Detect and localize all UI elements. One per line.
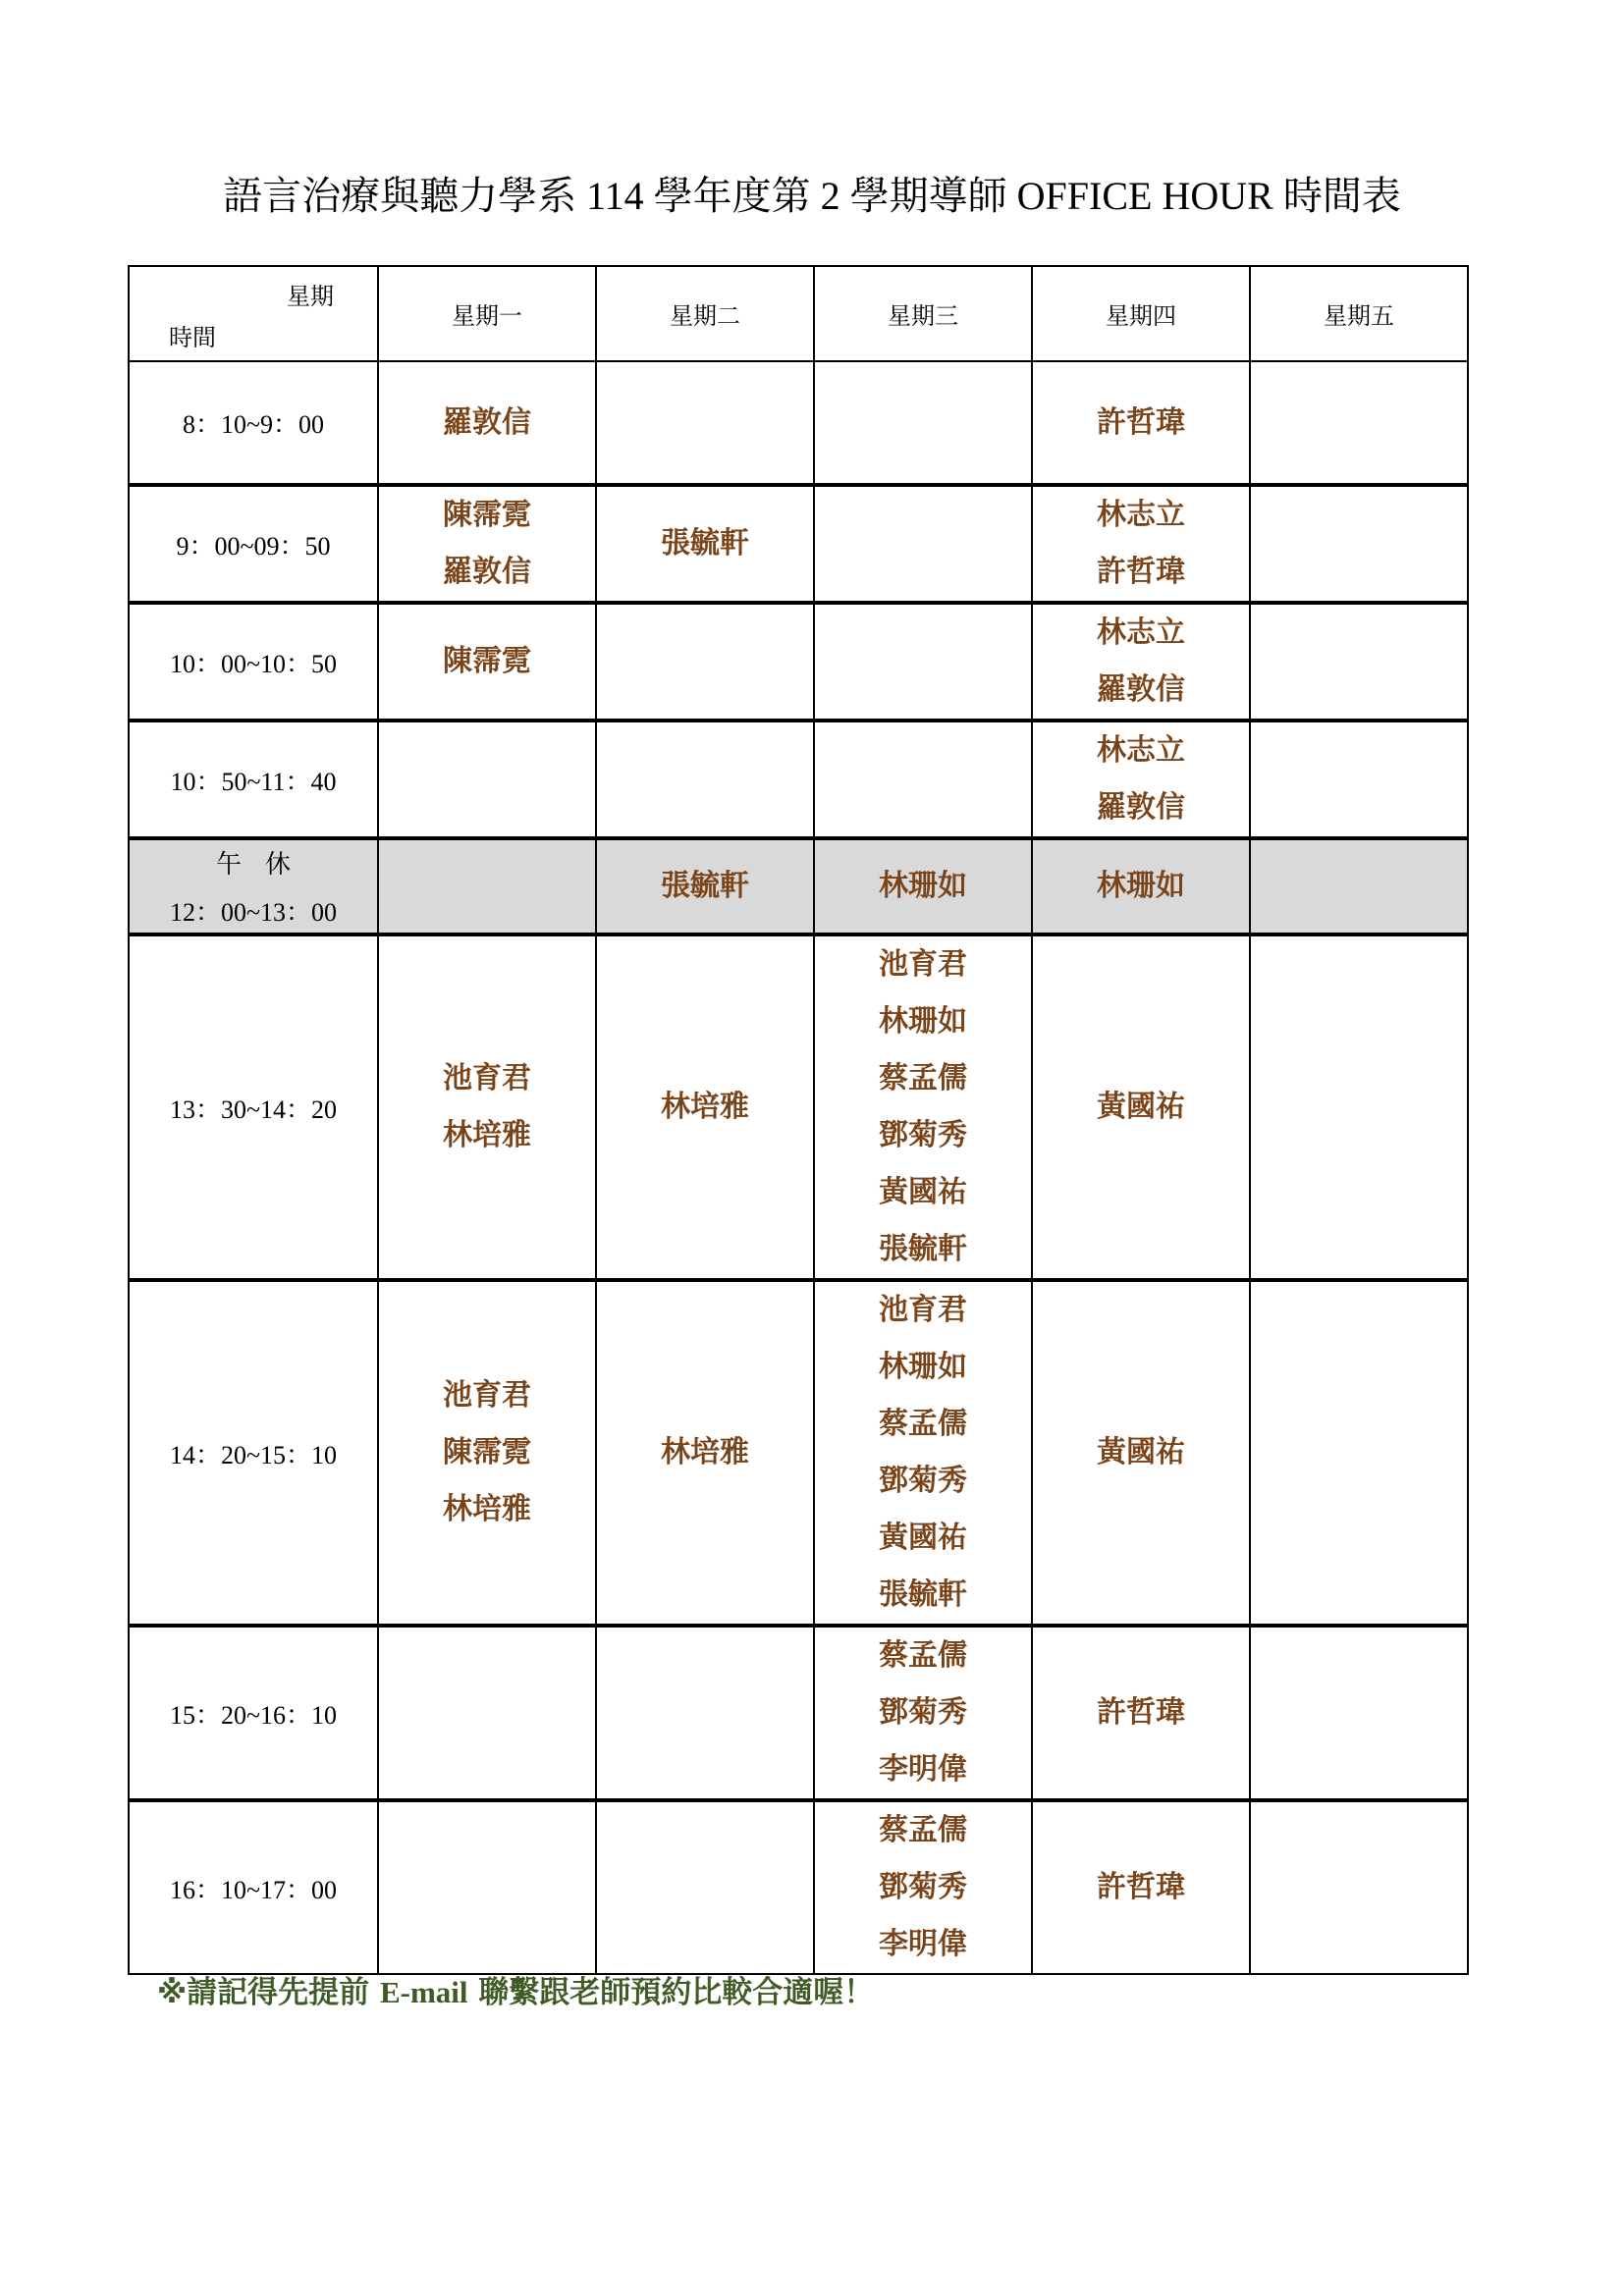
advisor-name: 鄧菊秀	[879, 1870, 967, 1904]
page-title: 語言治療與聽力學系 114 學年度第 2 學期導師 OFFICE HOUR 時間表	[223, 174, 1401, 218]
cell-tue	[596, 934, 814, 1280]
cell-mon	[378, 603, 596, 721]
advisor-name: 羅敦信	[443, 404, 531, 440]
time-slot-cell	[129, 603, 378, 721]
corner-time-label: 時間	[169, 324, 216, 351]
advisor-name: 張毓軒	[879, 1232, 967, 1266]
cell-fri	[1250, 485, 1468, 603]
time-range: 15：20~16：10	[169, 1700, 338, 1730]
note-suffix: 聯繫跟老師預約比較合適喔！	[467, 1975, 875, 2010]
advisor-name: 蔡孟儒	[879, 1638, 967, 1673]
day-header-mon: 星期一	[378, 266, 596, 361]
cell-tue	[596, 1800, 814, 1974]
time-range: 10：50~11：40	[170, 767, 337, 796]
cell-fri	[1250, 1626, 1468, 1800]
cell-tue	[596, 1280, 814, 1626]
advisor-name: 張毓軒	[661, 869, 749, 903]
day-header-wed: 星期三	[814, 266, 1032, 361]
time-slot-cell	[129, 721, 378, 838]
advisor-name: 陳霈霓	[443, 1435, 531, 1469]
cell-fri	[1250, 721, 1468, 838]
cell-fri	[1250, 1280, 1468, 1626]
advisor-name: 張毓軒	[879, 1577, 967, 1612]
cell-wed	[814, 1280, 1032, 1626]
advisor-name: 鄧菊秀	[879, 1464, 967, 1498]
advisor-name: 許哲瑋	[1097, 1695, 1185, 1730]
cell-wed	[814, 1800, 1032, 1974]
advisor-name: 蔡孟儒	[879, 1407, 967, 1441]
note-email: E-mail	[379, 1975, 468, 2009]
time-range: 16：10~17：00	[169, 1875, 338, 1904]
advisor-name: 林志立	[1097, 498, 1185, 532]
cell-fri	[1250, 361, 1468, 485]
advisor-name: 張毓軒	[661, 526, 749, 561]
cell-wed	[814, 838, 1032, 934]
advisor-name: 黃國祐	[1097, 1435, 1185, 1469]
advisor-name: 林培雅	[443, 1118, 531, 1152]
time-slot-cell	[129, 1280, 378, 1626]
cell-thu	[1032, 361, 1250, 485]
time-slot-row	[129, 934, 1468, 1280]
cell-tue	[596, 603, 814, 721]
cell-tue	[596, 1626, 814, 1800]
cell-mon	[378, 1280, 596, 1626]
advisor-name: 林志立	[1097, 733, 1185, 768]
advisor-name: 林培雅	[443, 1492, 531, 1526]
time-range: 12：00~13：00	[169, 898, 338, 927]
advisor-name: 鄧菊秀	[879, 1695, 967, 1730]
cell-thu	[1032, 1800, 1250, 1974]
office-hour-table	[128, 265, 1469, 1975]
time-slot-cell	[129, 1800, 378, 1974]
advisor-name: 池育君	[443, 1061, 531, 1095]
time-range: 8：10~9：00	[182, 410, 325, 439]
time-slot-cell	[129, 485, 378, 603]
cell-mon	[378, 361, 596, 485]
cell-mon	[378, 1800, 596, 1974]
cell-thu	[1032, 1280, 1250, 1626]
corner-header	[129, 266, 378, 361]
advisor-name: 許哲瑋	[1097, 555, 1185, 589]
cell-wed	[814, 361, 1032, 485]
cell-tue	[596, 361, 814, 485]
time-slot-row	[129, 603, 1468, 721]
cell-wed	[814, 934, 1032, 1280]
advisor-name: 羅敦信	[443, 555, 531, 589]
advisor-name: 陳霈霓	[443, 644, 531, 678]
advisor-name: 蔡孟儒	[879, 1061, 967, 1095]
advisor-name: 蔡孟儒	[879, 1813, 967, 1847]
cell-wed	[814, 485, 1032, 603]
time-slot-row	[129, 721, 1468, 838]
cell-mon	[378, 934, 596, 1280]
advisor-name: 林珊如	[1097, 869, 1185, 903]
time-slot-row	[129, 1800, 1468, 1974]
cell-fri	[1250, 1800, 1468, 1974]
cell-mon	[378, 721, 596, 838]
cell-wed	[814, 1626, 1032, 1800]
advisor-name: 池育君	[443, 1378, 531, 1413]
time-slot-row	[129, 1280, 1468, 1626]
advisor-name: 許哲瑋	[1097, 1870, 1185, 1904]
advisor-name: 鄧菊秀	[879, 1118, 967, 1152]
cell-tue	[596, 721, 814, 838]
advisor-name: 林培雅	[661, 1435, 749, 1469]
header-row	[129, 266, 1468, 361]
cell-tue	[596, 485, 814, 603]
cell-thu	[1032, 603, 1250, 721]
time-range: 14：20~15：10	[169, 1440, 338, 1469]
advisor-name: 林珊如	[879, 869, 967, 903]
time-slot-row	[129, 1626, 1468, 1800]
time-slot-cell	[129, 838, 378, 934]
time-slot-cell	[129, 1626, 378, 1800]
cell-thu	[1032, 485, 1250, 603]
lunch-label: 午休	[215, 850, 314, 880]
cell-mon	[378, 485, 596, 603]
time-range: 13：30~14：20	[169, 1095, 338, 1124]
cell-fri	[1250, 934, 1468, 1280]
note-prefix: ※請記得先提前	[157, 1975, 380, 2010]
cell-mon	[378, 838, 596, 934]
advisor-name: 羅敦信	[1097, 672, 1185, 707]
cell-fri	[1250, 838, 1468, 934]
cell-wed	[814, 603, 1032, 721]
advisor-name: 池育君	[879, 1293, 967, 1327]
advisor-name: 林珊如	[879, 1004, 967, 1039]
advisor-name: 陳霈霓	[443, 498, 531, 532]
time-range: 9：00~09：50	[176, 531, 331, 561]
time-slot-row	[129, 485, 1468, 603]
cell-fri	[1250, 603, 1468, 721]
time-range: 10：00~10：50	[169, 649, 338, 678]
advisor-name: 羅敦信	[1097, 790, 1185, 825]
advisor-name: 黃國祐	[879, 1521, 967, 1555]
cell-thu	[1032, 1626, 1250, 1800]
time-slot-row	[129, 361, 1468, 485]
cell-wed	[814, 721, 1032, 838]
booking-note	[157, 1967, 874, 2011]
corner-day-label: 星期	[287, 283, 334, 310]
cell-thu	[1032, 934, 1250, 1280]
advisor-name: 池育君	[879, 947, 967, 982]
cell-mon	[378, 1626, 596, 1800]
day-header-thu: 星期四	[1032, 266, 1250, 361]
advisor-name: 林珊如	[879, 1350, 967, 1384]
advisor-name: 李明偉	[879, 1752, 967, 1787]
advisor-name: 李明偉	[879, 1927, 967, 1961]
advisor-name: 林培雅	[661, 1090, 749, 1124]
cell-tue	[596, 838, 814, 934]
day-header-tue: 星期二	[596, 266, 814, 361]
lunch-row	[129, 838, 1468, 934]
advisor-name: 黃國祐	[1097, 1090, 1185, 1124]
cell-thu	[1032, 721, 1250, 838]
time-slot-cell	[129, 361, 378, 485]
advisor-name: 黃國祐	[879, 1175, 967, 1209]
advisor-name: 許哲瑋	[1097, 404, 1185, 440]
day-header-fri: 星期五	[1250, 266, 1468, 361]
advisor-name: 林志立	[1097, 615, 1185, 650]
cell-thu	[1032, 838, 1250, 934]
time-slot-cell	[129, 934, 378, 1280]
